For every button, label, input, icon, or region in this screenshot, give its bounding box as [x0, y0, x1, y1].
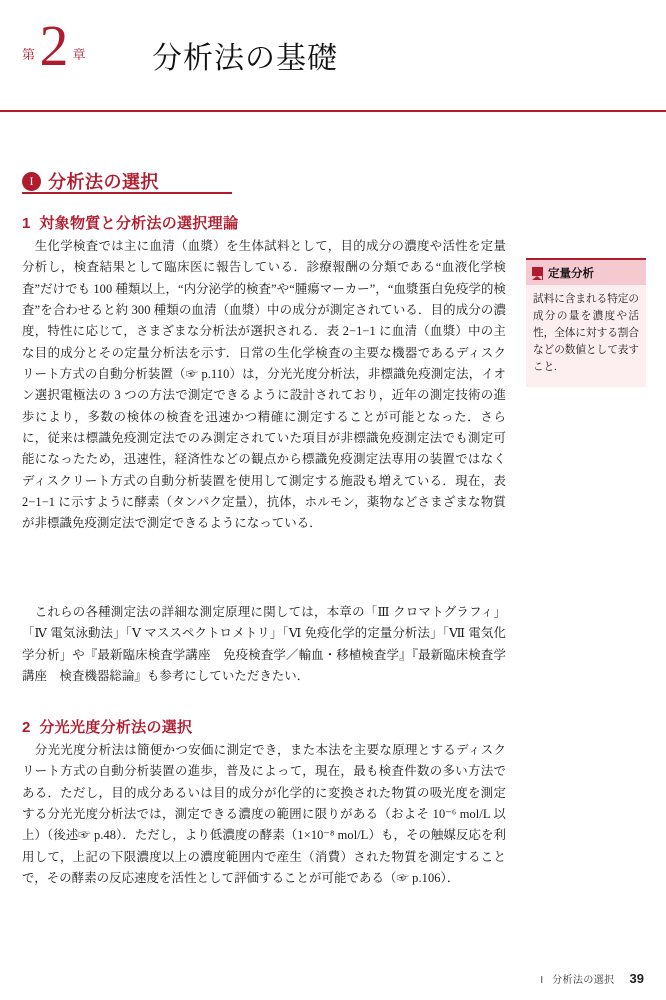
footer-section-title: 分析法の選択	[552, 975, 615, 986]
chapter-pre-label: 第	[22, 47, 36, 62]
subsection-title-1: 対象物質と分析法の選択理論	[39, 215, 239, 232]
side-note-box	[526, 258, 646, 387]
chapter-header-band	[0, 0, 666, 112]
subsection-number-2: 2	[22, 719, 31, 736]
subsection-number-1: 1	[22, 215, 31, 232]
body-paragraph-2: これらの各種測定法の詳細な測定原理に関しては，本章の「Ⅲ クロマトグラフィ」「Ⅳ 電気泳動法」「Ⅴ マススペクトロメトリ」「Ⅵ 免疫化学的定量分析法」「Ⅶ 電気化学分析」や『最新臨床検査学講座 免疫検査学／輸血・移植検査学』『最新臨床検査学講座 検査機器総論』も参考にしていただきたい．	[22, 605, 506, 683]
page-number: 39	[629, 971, 644, 986]
side-note-title: 定量分析	[548, 268, 594, 280]
chapter-number: 2	[39, 13, 69, 78]
body-paragraph-group-3	[22, 740, 506, 891]
body-paragraph-group-2	[22, 602, 506, 689]
side-note-body: 試料に含まれる特定の成分の量を濃度や活性，全体に対する割合などの数値として表すこと.	[526, 285, 646, 387]
bookmark-icon	[532, 267, 543, 280]
footer-content	[540, 971, 644, 986]
subsection-title-2: 分光光度分析法の選択	[39, 719, 193, 736]
subsection-heading-2	[22, 716, 192, 737]
section-number-badge: I	[22, 172, 41, 191]
body-paragraph-1: 生化学検査では主に血清（血漿）を生体試料として，目的成分の濃度や活性を定量分析し，検査結果として臨床医に報告している．診療報酬の分類である“血液化学検査”だけでも 100 種類以上，“内分泌学的検査”や“腫瘍マーカー”，“血漿蛋白免疫学的検査”を合わせると約 300 種類の血清（血漿）中の成分が測定されている．目的成分の濃度，特性に応じて，さまざまな分析法が選択される．表 2−1−1 に血清（血漿）中の主な目的成分とその定量分析法を示す．日常の生化学検査の主要な機器であるディスクリート方式の自動分析装置（☞ p.110）は，分光光度分析法，非標識免疫測定法，イオン選択電極法の 3 つの方法で測定できるように設計されており，近年の測定技術の進歩により，多数の検体の検査を迅速かつ精確に測定することが可能となった．さらに，従来は標識免疫測定法でのみ測定されていた項目が非標識免疫測定法でも測定可能になったため，迅速性，経済性などの観点から標識免疫測定法専用の装置ではなくディスクリート方式の自動分析装置を使用して測定する施設も増えている．現在，表 2−1−1 に示すように酵素（タンパク定量），抗体，ホルモン，薬物などさまざまな物質が非標識免疫測定法で測定できるようになっている．	[22, 239, 506, 531]
subsection-heading-1	[22, 212, 238, 233]
page-footer	[0, 970, 666, 986]
footer-section-mark: I	[540, 975, 544, 986]
body-paragraph-group-1	[22, 236, 506, 537]
section-underline	[22, 192, 232, 194]
section-title: 分析法の選択	[48, 172, 159, 192]
section-heading	[22, 168, 159, 194]
body-paragraph-3: 分光光度分析法は簡便かつ安価に測定でき，また本法を主要な原理とするディスクリート方式の自動分析装置の進歩，普及によって，現在，最も検査件数の多い方法である．ただし，目的成分あるいは目的成分が化学的に変換された物質の吸光度を測定する分光光度分析法では，測定できる濃度の範囲に限りがある（およそ 10⁻⁶ mol/L 以上）（後述☞ p.48）．ただし，より低濃度の酵素（1×10⁻⁸ mol/L）も，その触媒反応を利用して，上記の下限濃度以上の濃度範囲内で産生（消費）された物質を測定することで，その酵素の反応速度を活性として評価することが可能である（☞ p.106）．	[22, 743, 506, 885]
chapter-post-label: 章	[72, 47, 87, 62]
side-note-header	[526, 258, 646, 285]
chapter-title: 分析法の基礎	[152, 42, 338, 75]
chapter-label	[22, 13, 87, 78]
